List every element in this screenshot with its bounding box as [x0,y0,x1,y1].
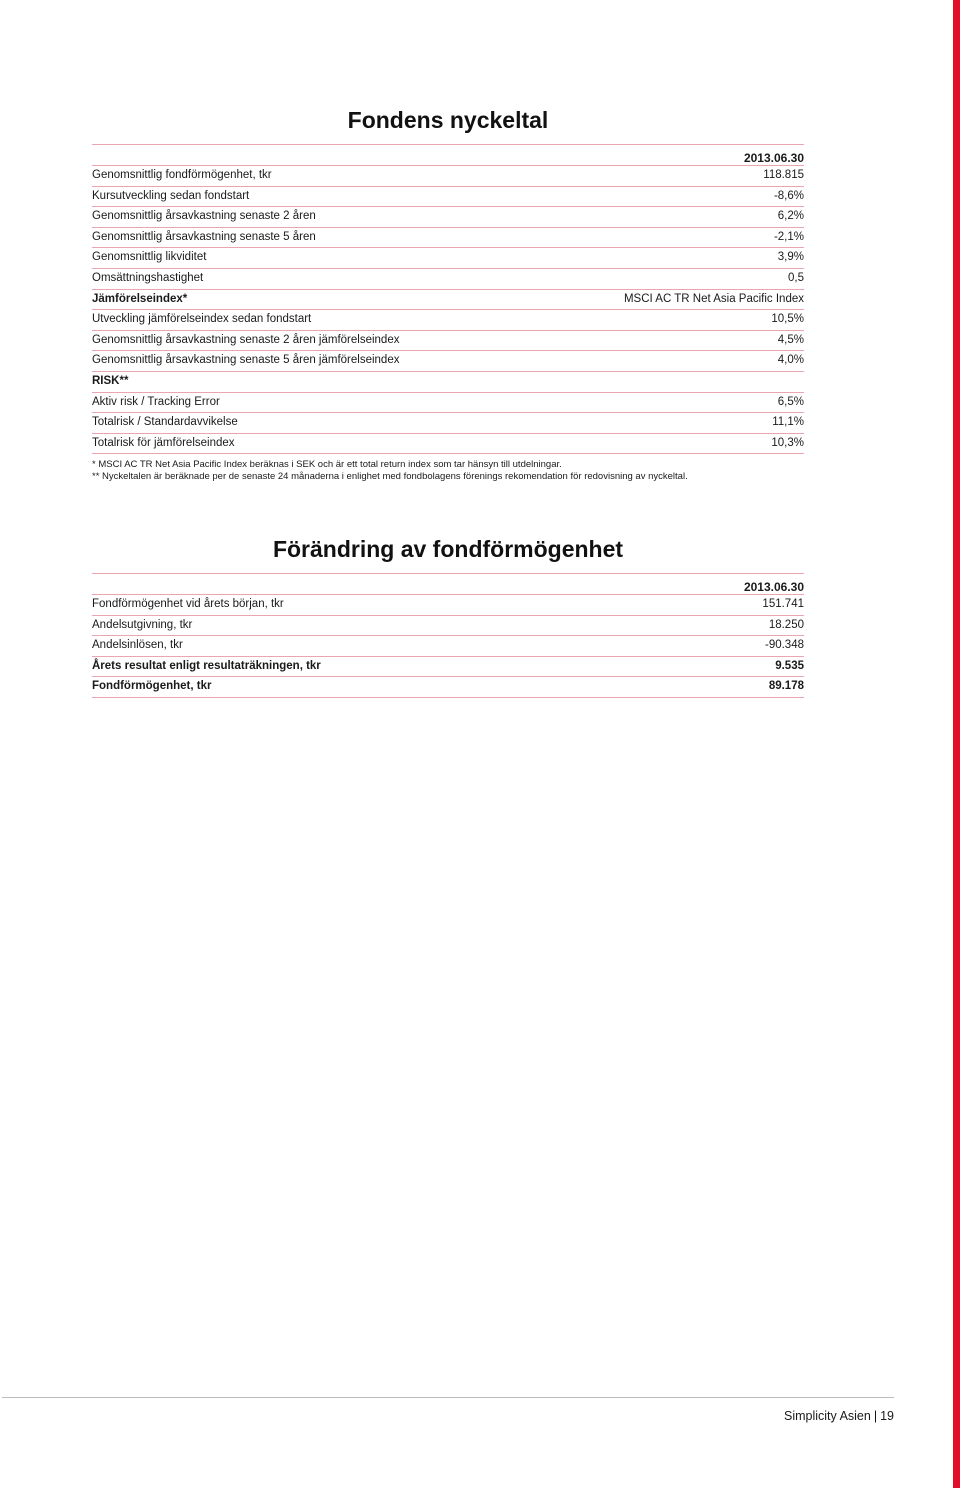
table-row [92,186,804,207]
risk-heading: RISK** [92,374,129,387]
table-row [92,615,804,636]
table-row [92,206,804,227]
table-row [92,268,804,289]
row-label: Aktiv risk / Tracking Error [92,395,220,408]
row-value: 3,9% [777,251,804,264]
table-row [92,433,804,455]
row-label: Jämförelseindex* [92,292,188,305]
table-row [92,330,804,351]
footer-separator: | [873,1409,878,1423]
forandring-table [92,573,804,698]
row-label: Fondförmögenhet vid årets början, tkr [92,598,284,611]
row-label: Andelsinlösen, tkr [92,639,183,652]
row-label: Totalrisk / Standardavvikelse [92,416,238,429]
row-value: 151.741 [762,598,804,611]
row-label: Fondförmögenhet, tkr [92,680,212,693]
row-label: Kursutveckling sedan fondstart [92,189,250,202]
table-row-benchmark [92,289,804,310]
table-row [92,635,804,656]
forandring-date: 2013.06.30 [743,580,804,594]
row-value: 118.815 [763,169,804,182]
row-value: 4,0% [777,354,804,367]
nyckeltal-date: 2013.06.30 [743,151,804,165]
row-value: 6,5% [777,395,804,408]
row-label: Utveckling jämförelseindex sedan fondstart [92,313,312,326]
row-value: 4,5% [777,333,804,346]
row-value: 89.178 [768,680,804,693]
row-value: 10,5% [771,313,804,326]
row-value: MSCI AC TR Net Asia Pacific Index [623,292,804,305]
table-row [92,165,804,186]
table-row [92,227,804,248]
red-edge-bar [953,0,960,1488]
row-value: 10,3% [771,436,804,449]
section-title-nyckeltal: Fondens nyckeltal [347,107,549,133]
footnotes [92,459,804,483]
table-row [92,350,804,371]
table-row [92,309,804,330]
page-number: 19 [880,1409,894,1423]
section-forandring [92,535,804,698]
footer-rule [2,1397,894,1398]
nyckeltal-table [92,144,804,454]
row-label: Genomsnittlig fondförmögenhet, tkr [92,169,272,182]
row-label: Årets resultat enligt resultaträkningen, tkr [92,659,321,672]
row-value: 6,2% [777,210,804,223]
fund-name: Simplicity Asien [784,1409,871,1423]
row-label: Genomsnittlig årsavkastning senaste 2 åren jämförelseindex [92,333,400,346]
table-row-result [92,656,804,677]
row-label: Genomsnittlig årsavkastning senaste 5 åren jämförelseindex [92,354,400,367]
row-value: 0,5 [788,272,804,285]
table-row [92,392,804,413]
row-label: Genomsnittlig årsavkastning senaste 5 åren [92,230,316,243]
footnote-risk: ** Nyckeltalen är beräknade per de senaste 24 månaderna i enlighet med fondbolagens förenings rekomendation för redovisning av nyckeltal. [92,471,688,483]
row-value: -2,1% [773,230,804,243]
table-row [92,247,804,268]
row-value: 18.250 [768,618,804,631]
row-value: 9.535 [775,659,804,672]
row-value: 11,1% [772,416,804,429]
row-value: -8,6% [773,189,804,202]
table-row-risk-heading [92,371,804,392]
section-nyckeltal [92,106,804,483]
nyckeltal-date-header [92,144,804,165]
row-label: Omsättningshastighet [92,272,204,285]
footnote-benchmark: * MSCI AC TR Net Asia Pacific Index beräknas i SEK och är ett total return index som tar hänsyn till utdelningar. [92,459,562,471]
page-footer [784,1409,894,1423]
table-row-total [92,676,804,698]
row-label: Andelsutgivning, tkr [92,618,193,631]
row-label: Genomsnittlig årsavkastning senaste 2 åren [92,210,316,223]
forandring-date-header [92,573,804,594]
section-title-forandring: Förändring av fondförmögenhet [272,536,624,562]
row-label: Totalrisk för jämförelseindex [92,436,235,449]
row-label: Genomsnittlig likviditet [92,251,207,264]
table-row [92,412,804,433]
row-value: -90.348 [764,639,804,652]
table-row [92,594,804,615]
